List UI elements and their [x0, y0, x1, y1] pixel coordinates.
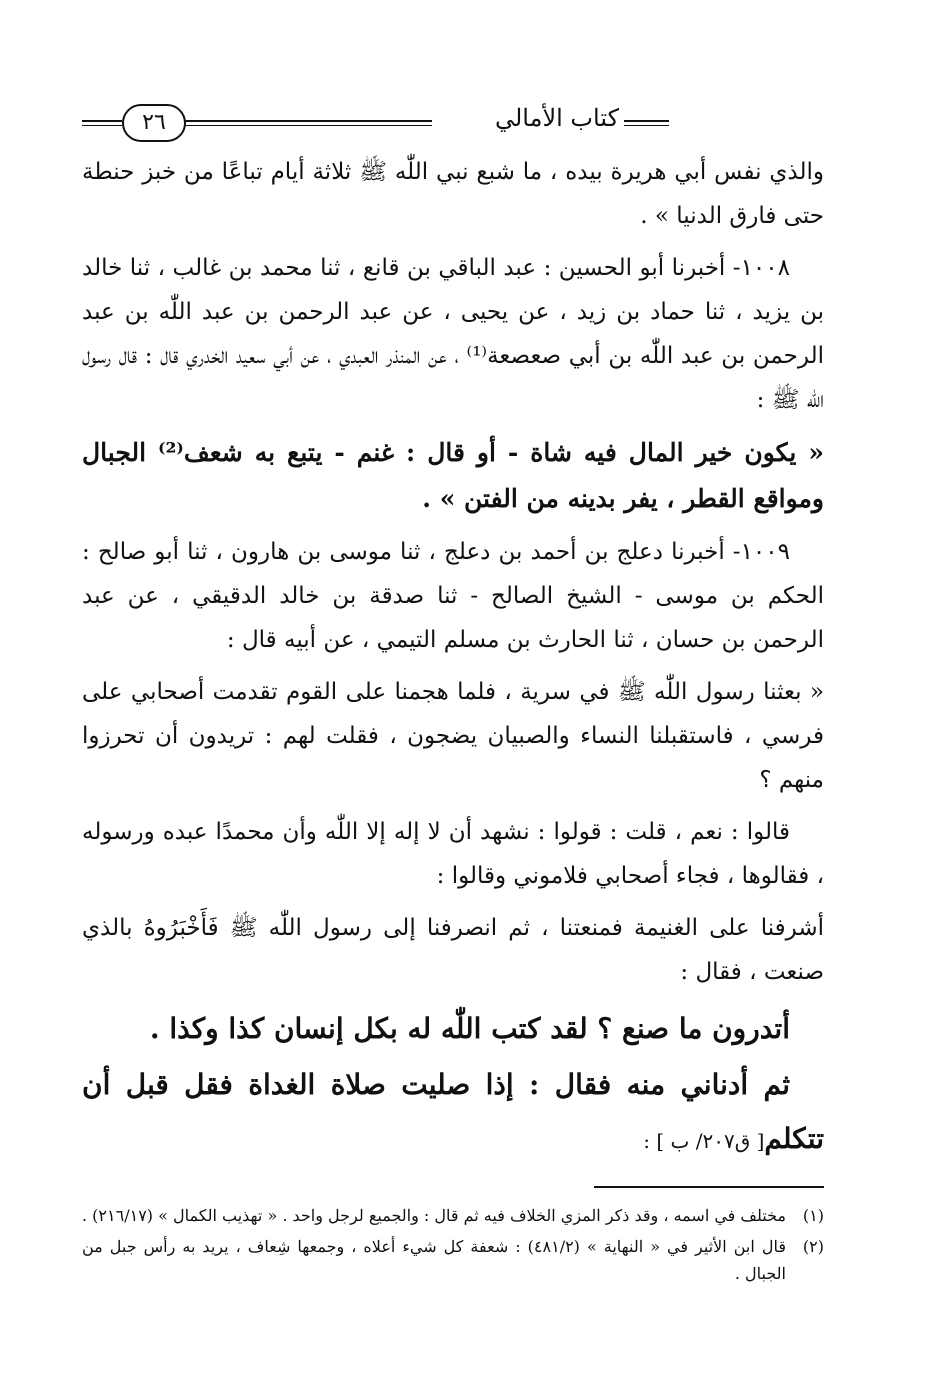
paragraph-hadith-end: والذي نفس أبي هريرة بيده ، ما شبع نبي اللّٰه ﷺ ثلاثة أيام تباعًا من خبز حنطة حتى فارق الدنيا » .: [82, 159, 824, 229]
instruction-text: ثم أدناني منه فقال : إذا صليت صلاة الغداة فقل قبل أن تتكلم: [82, 1068, 824, 1155]
footnote-1: [82, 1202, 824, 1229]
header-rule-left: [82, 120, 122, 126]
header-rule-middle: [184, 120, 432, 126]
footnote-mark: (٢): [802, 1237, 824, 1256]
paragraph-hadith-1008-matn: « يكون خير المال فيه شاة - أو قال : غنم - يتبع به شعف⁽²⁾ الجبال ومواقع القطر ، يفر بدينه من الفتن » .: [82, 438, 824, 513]
footnote-separator: [594, 1186, 824, 1188]
footnote-text: مختلف في اسمه ، وقد ذكر المزي الخلاف فيه ثم قال : والجميع لرجل واحد . « تهذيب الكمال » (٢١٦/١٧) .: [82, 1206, 786, 1225]
header-rule-right: [624, 120, 669, 126]
paragraph-hadith-1008-isnad: ١٠٠٨- أخبرنا أبو الحسين : عبد الباقي بن قانع ، ثنا محمد بن غالب ، ثنا خالد بن يزيد ، ثنا حماد بن زيد ، عن يحيى ، عن عبد الرحمن بن عبد اللّٰه بن عبد الرحمن بن عبد اللّٰه بن أبي صعصعة⁽¹⁾ ، عن المنذر العبدي ، عن أبي سعيد الخدري قال : قال رسول اللّٰه ﷺ :: [82, 255, 824, 413]
paragraph-hadith-1009-matn-1: « بعثنا رسول اللّٰه ﷺ في سرية ، فلما هجمنا على القوم تقدمت أصحابي على فرسي ، فاستقبلنا النساء والصبيان يضجون ، فقلت لهم : تريدون أن تحرزوا منهم ؟: [82, 679, 824, 793]
footnote-mark: (١): [802, 1206, 824, 1225]
footnote-text: قال ابن الأثير في « النهاية » (٤٨١/٢) : شعفة كل شيء أعلاه ، وجمعها شِعاف ، يريد به رأس جبل من الجبال .: [82, 1237, 786, 1283]
paragraph-hadith-1009-matn-3: أشرفنا على الغنيمة فمنعتنا ، ثم انصرفنا إلى رسول اللّٰه ﷺ فَأَخْبَرُوهُ بالذي صنعت ، فقال :: [82, 915, 824, 985]
paragraph-prophet-saying: أتدرون ما صنع ؟ لقد كتب اللّٰه له بكل إنسان كذا وكذا .: [149, 1012, 790, 1045]
manuscript-folio-ref: [ ق٢٠٧/ ب ] :: [643, 1129, 765, 1153]
paragraph-hadith-1009-matn-2: قالوا : نعم ، قلت : قولوا : نشهد أن لا إله إلا اللّٰه وأن محمدًا عبده ورسوله ، فقالوها ، فجاء أصحابي فلاموني وقالوا :: [82, 819, 824, 889]
page-number: ٢٦: [122, 104, 186, 142]
paragraph-prophet-instruction: [82, 1058, 824, 1168]
page-header: [82, 100, 824, 150]
book-page: [82, 100, 824, 1291]
paragraph-hadith-1009-isnad: ١٠٠٩- أخبرنا دعلج بن أحمد بن دعلج ، ثنا موسى بن هارون ، ثنا أبو صالح : الحكم بن موسى - الشيخ الصالح - ثنا صدقة بن خالد الدقيقي ، عن عبد الرحمن بن حسان ، ثنا الحارث بن مسلم التيمي ، عن أبيه قال :: [82, 539, 824, 653]
running-title: كتاب الأمالي: [494, 104, 619, 132]
footnote-2: [82, 1233, 824, 1287]
